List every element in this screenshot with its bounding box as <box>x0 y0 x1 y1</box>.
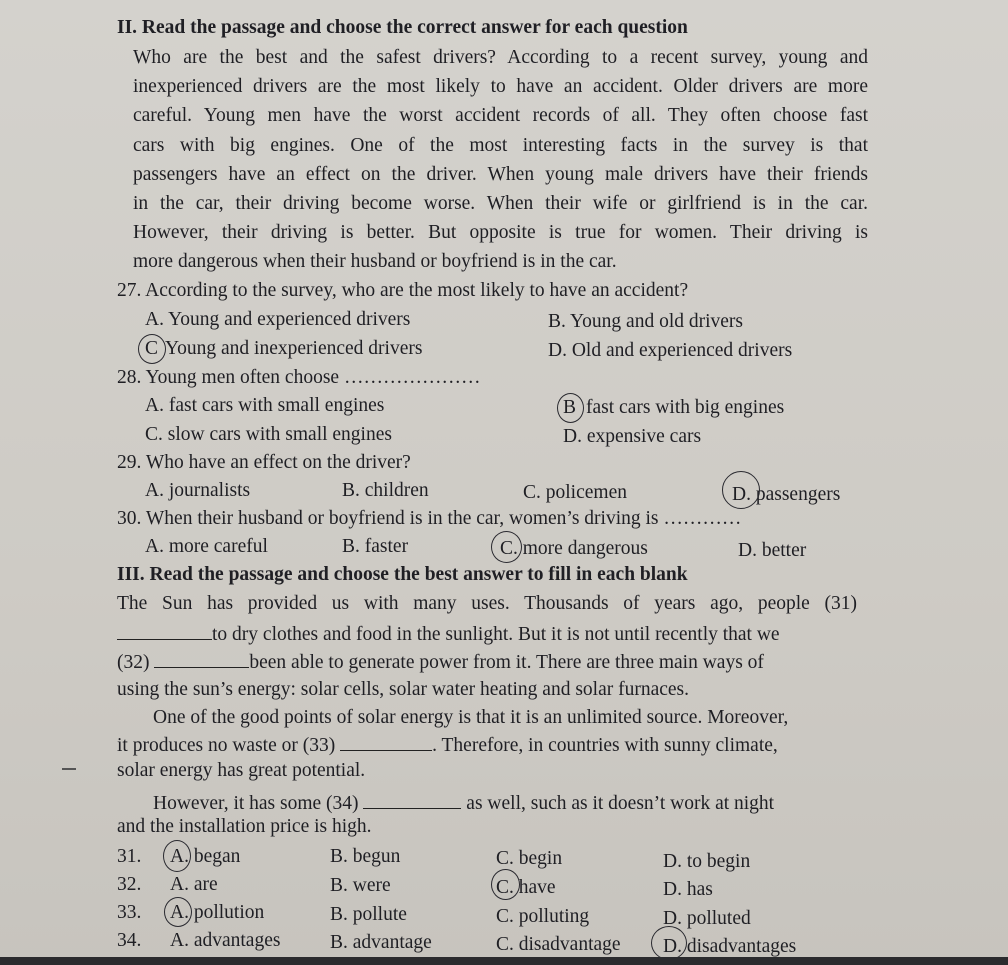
blank-31[interactable] <box>117 621 212 640</box>
passage-line-3 <box>117 649 764 675</box>
q34-option-a[interactable]: A. advantages <box>170 930 281 951</box>
passage-line: and the installation price is high. <box>117 816 372 837</box>
q33-option-a[interactable]: A. pollution <box>170 902 265 923</box>
q34-option-d[interactable]: D. disadvantages <box>663 936 797 957</box>
question-28: 28. Young men often choose ………………… <box>117 367 481 388</box>
q32-option-a[interactable]: A. are <box>170 874 218 895</box>
passage-line: using the sun’s energy: solar cells, solar water heating and solar furnaces. <box>117 679 690 700</box>
q27-option-c-text: Young and inexperienced drivers <box>165 338 423 359</box>
q28-option-a[interactable]: A. fast cars with small engines <box>145 395 385 416</box>
margin-mark <box>62 768 76 770</box>
bottom-edge-bar <box>0 957 1008 965</box>
section-3-heading: III. Read the passage and choose the best answer to fill in each blank <box>117 564 688 585</box>
passage-line: more dangerous when their husband or boyfriend is in the car. <box>133 251 617 272</box>
q34-option-b[interactable]: B. advantage <box>330 932 432 953</box>
passage-line-text: However, it has some (34) <box>153 793 359 814</box>
passage-line-text: been able to generate power from it. There are three main ways of <box>249 652 764 673</box>
passage-line-text: it produces no waste or (33) <box>117 735 336 756</box>
q33-number: 33. <box>117 902 142 923</box>
q28-option-b-letter: B <box>563 397 577 418</box>
blank-32-label: (32) <box>117 652 150 673</box>
q30-option-c[interactable]: C. more dangerous <box>500 538 648 559</box>
question-30: 30. When their husband or boyfriend is in the car, women’s driving is ………… <box>117 508 742 529</box>
passage-line: inexperienced drivers are the most likely to have an accident. Older drivers are more <box>133 76 868 97</box>
passage-line-6 <box>117 732 778 758</box>
blank-32[interactable] <box>154 649 249 668</box>
q31-option-c[interactable]: C. begin <box>496 848 563 869</box>
q32-option-b[interactable]: B. were <box>330 875 391 896</box>
passage-line: passengers have an effect on the driver. When young male drivers have their friends <box>133 164 868 185</box>
q27-option-d[interactable]: D. Old and experienced drivers <box>548 340 793 361</box>
passage-line: However, their driving is better. But opposite is true for women. Their driving is <box>133 222 868 243</box>
q28-option-b[interactable] <box>563 396 784 420</box>
q29-option-c[interactable]: C. policemen <box>523 482 627 503</box>
passage-line-text: . Therefore, in countries with sunny climate, <box>432 735 778 756</box>
q27-option-c-letter: C <box>145 338 159 359</box>
passage-line: Who are the best and the safest drivers? According to a recent survey, young and <box>133 47 868 68</box>
passage-line: The Sun has provided us with many uses. Thousands of years ago, people (31) <box>117 593 857 614</box>
q31-option-a[interactable]: A. began <box>170 846 241 867</box>
question-29: 29. Who have an effect on the driver? <box>117 452 411 473</box>
q30-option-d[interactable]: D. better <box>738 540 807 561</box>
q27-option-a[interactable]: A. Young and experienced drivers <box>145 309 411 330</box>
passage-line: solar energy has great potential. <box>117 760 366 781</box>
question-27: 27. According to the survey, who are the most likely to have an accident? <box>117 280 689 301</box>
q27-option-c[interactable] <box>145 337 422 361</box>
q29-option-b[interactable]: B. children <box>342 480 429 501</box>
passage-line-8 <box>153 790 774 816</box>
section-2-heading: II. Read the passage and choose the correct answer for each question <box>117 17 688 38</box>
passage-line-text: as well, such as it doesn’t work at night <box>466 793 775 814</box>
q33-option-c[interactable]: C. polluting <box>496 906 590 927</box>
passage-line-text: to dry clothes and food in the sunlight. But it is not until recently that we <box>212 624 780 645</box>
q34-number: 34. <box>117 930 142 951</box>
q32-option-c[interactable]: C. have <box>496 877 556 898</box>
q30-option-a[interactable]: A. more careful <box>145 536 268 557</box>
q29-option-a[interactable]: A. journalists <box>145 480 251 501</box>
q31-option-b[interactable]: B. begun <box>330 846 401 867</box>
q30-option-b[interactable]: B. faster <box>342 536 409 557</box>
blank-33[interactable] <box>340 732 432 751</box>
q32-option-d[interactable]: D. has <box>663 879 713 900</box>
q33-option-b[interactable]: B. pollute <box>330 904 407 925</box>
q28-option-d[interactable]: D. expensive cars <box>563 426 702 447</box>
passage-line: cars with big engines. One of the most interesting facts in the survey is that <box>133 135 868 156</box>
passage-line: in the car, their driving become worse. When their wife or girlfriend is in the car. <box>133 193 868 214</box>
q28-option-c[interactable]: C. slow cars with small engines <box>145 424 392 445</box>
q32-number: 32. <box>117 874 142 895</box>
q34-option-c[interactable]: C. disadvantage <box>496 934 621 955</box>
passage-line: careful. Young men have the worst accident records of all. They often choose fast <box>133 105 868 126</box>
q31-number: 31. <box>117 846 142 867</box>
q29-option-d[interactable]: D. passengers <box>732 484 841 505</box>
q31-option-d[interactable]: D. to begin <box>663 851 751 872</box>
q28-option-b-text: fast cars with big engines <box>586 397 785 418</box>
q27-option-b[interactable]: B. Young and old drivers <box>548 311 744 332</box>
passage-line: One of the good points of solar energy is that it is an unlimited source. Moreover, <box>153 707 789 728</box>
passage-line-2 <box>117 621 780 647</box>
q33-option-d[interactable]: D. polluted <box>663 908 751 929</box>
blank-34[interactable] <box>363 790 461 809</box>
